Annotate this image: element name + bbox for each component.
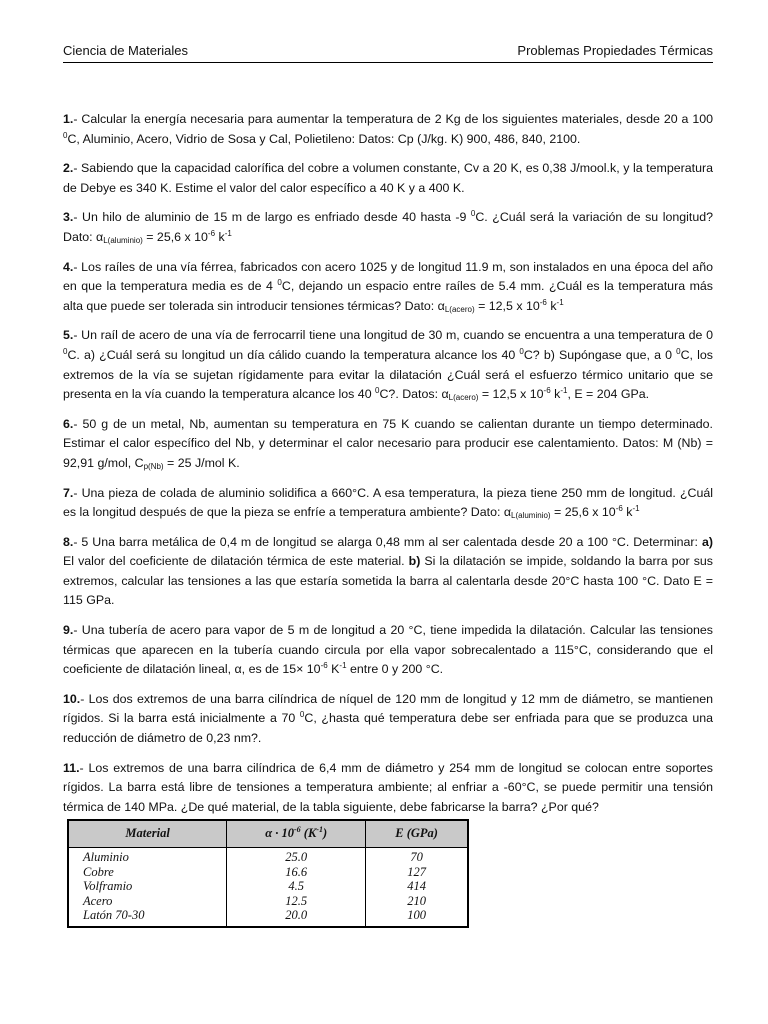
problem-text: C, los extremos de la vía se sujetan rígidamente para evitar la dilatación ¿Cuál será el esfuerzo térmico unitario que se presenta en la vía cuando la temperatura alcance los 40 [63,347,713,402]
problem-number: 2. [63,161,74,176]
problem-number: 4. [63,259,74,274]
problem-text: - Una tubería de acero para vapor de 5 m de longitud a 20 °C, tiene impedida la dilatación. Calcular las tensiones térmicas que aparecen en la tubería cuando circula por ella vapor sobrecalentado a 115°C, considerando que el coeficiente de dilatación lineal, α, es de 15× 10 [63,623,713,677]
superscript: -1 [224,228,232,238]
problem-text: - Calcular la energía necesaria para aumentar la temperatura de 2 Kg de los siguientes materiales, desde 20 a 100 [73,112,713,126]
superscript: 0 [676,346,681,356]
problem-number: 7. [63,485,74,500]
problem-text: Si la dilatación se impide, soldando la barra por sus extremos, calcular las tensiones a las que estaría sometida la barra al calentarla desde 20°C hasta 100 °C. Dato E = 115 GPa. [63,554,713,608]
problem-text: - Los dos extremos de una barra cilíndrica de níquel de 120 mm de longitud y 12 mm de diámetro, se mantienen rígidos. Si la barra está inicialmente a 70 [63,691,713,726]
problem-2 [63,159,713,198]
problem-10 [63,690,713,749]
problem-text: K [327,662,340,677]
superscript: 0 [63,346,68,356]
problem-number: 9. [63,623,74,638]
superscript: 0 [375,386,380,396]
superscript: -6 [615,504,623,514]
problem-text: El valor del coeficiente de dilatación térmica de este material. [63,554,409,569]
problem-text: C. ¿Cuál será la variación de su longitud? Dato: α [63,210,713,244]
problem-text: C, ¿hasta qué temperatura debe ser enfriada para que se produzca una reducción de diámetro de 0,23 nm?. [63,711,713,746]
superscript: 0 [277,278,282,288]
problem-number: 5. [63,328,74,343]
problem-text: C, dejando un espacio entre raíles de 5.4 mm. ¿Cuál es la temperatura más alta que puede ser tolerada sin introducir tensiones térmicas? Dato: α [63,279,713,313]
superscript: 0 [63,130,68,140]
cell-alpha: 4.5 [227,879,366,894]
problem-number: 11. [63,760,80,775]
cell-alpha: 16.6 [227,865,366,880]
subscript: L(acero) [448,393,479,403]
page-header [63,40,713,63]
table-row [68,848,468,865]
problem-text: = 25,6 x 10 [550,505,616,520]
problem-text: - 50 g de un metal, Nb, aumentan su temperatura en 75 K cuando se calientan durante un tiempo determinado. Estimar el calor específico del Nb, y determinar el calor necesario para producir ese calentamiento. Datos: M (Nb) = 92,91 g/mol, C [63,416,713,470]
cell-e: 100 [366,908,468,927]
superscript: -1 [560,386,568,396]
cell-e: 414 [366,879,468,894]
problem-text: C?. Datos: α [379,387,449,402]
problem-list [63,110,713,928]
superscript: -1 [556,297,564,307]
problem-text: - Un raíl de acero de una vía de ferrocarril tiene una longitud de 30 m, cuando se encuentra a una temperatura de 0 [73,328,713,343]
header-course-title: Ciencia de Materiales [63,43,189,58]
problem-4 [63,258,713,317]
problem-text: - Un hilo de aluminio de 15 m de largo es enfriado desde 40 hasta -9 [73,210,471,225]
problem-text: k [550,387,561,402]
cell-material: Volframio [68,879,227,894]
problem-text: C? b) Supóngase que, a 0 [523,347,677,362]
table-row [68,879,468,894]
superscript: 0 [299,710,305,720]
cell-alpha: 20.0 [227,908,366,927]
part-label-a: a) [701,534,713,549]
problem-text: k [215,229,225,244]
problem-text: = 25,6 x 10 [142,229,208,244]
header-document-title: Problemas Propiedades Térmicas [517,43,713,58]
problem-text: = 25 J/mol K. [163,455,240,470]
problem-number: 10. [63,691,81,706]
superscript: -6 [539,297,547,307]
cell-alpha: 12.5 [227,894,366,909]
problem-9 [63,621,713,680]
problem-text: k [622,505,633,520]
table-row [68,908,468,927]
table-row [68,865,468,880]
subscript: p(Nb) [143,461,164,471]
problem-3 [63,208,713,247]
materials-table [67,819,469,928]
problem-text: C. a) ¿Cuál será su longitud un día cálido cuando la temperatura alcance los 40 [67,347,520,362]
problem-text: = 12,5 x 10 [478,387,544,402]
problem-5 [63,326,713,404]
superscript: -1 [339,661,347,671]
column-header-e: E (GPa) [366,820,468,847]
cell-alpha: 25.0 [227,848,366,865]
cell-e: 70 [366,848,468,865]
table-header-row [68,820,468,847]
problem-text: - Sabiendo que la capacidad calorífica del cobre a volumen constante, Cv a 20 K, es 0,38 J/mool.k, y la temperatura de Debye es 340 K. Estime el valor del calor específico a 40 K y a 400 K. [63,161,713,195]
problem-6 [63,415,713,474]
cell-material: Acero [68,894,227,909]
problem-text: = 12,5 x 10 [474,298,540,313]
cell-material: Cobre [68,865,227,880]
problem-number: 3. [63,210,74,225]
problem-text: - Los extremos de una barra cilíndrica de 6,4 mm de diámetro y 254 mm de longitud se colocan entre soportes rígidos. La barra está libre de tensiones a temperatura ambiente; al enfriar a -60°C, se puede permitir una tensión térmica de 140 MPa. ¿De qué material, de la tabla siguiente, debe fabricarse la barra? ¿Por qué? [63,760,713,814]
problem-text: - Los raíles de una vía férrea, fabricados con acero 1025 y de longitud 11.9 m, son instalados en una época del año en que la temperatura media es de 4 [63,259,713,294]
cell-material: Latón 70-30 [68,908,227,927]
problem-11 [63,759,713,818]
superscript: -6 [543,386,551,396]
subscript: L(aluminio) [511,511,551,521]
problem-text: , E = 204 GPa. [567,387,650,402]
subscript: L(acero) [444,304,475,314]
table-row [68,894,468,909]
column-header-material: Material [68,820,227,847]
cell-e: 210 [366,894,468,909]
superscript: -1 [632,504,640,514]
column-header-alpha: $\alpha \cdot 10^{-6}$ $(K^{-1})$ [227,820,366,847]
problem-8 [63,533,713,611]
problem-number: 8. [63,534,74,549]
cell-e: 127 [366,865,468,880]
problem-text: - 5 Una barra metálica de 0,4 m de longitud se alarga 0,48 mm al ser calentada desde 20 a 100 °C. Determinar: [73,534,702,549]
problem-text: C, Aluminio, Acero, Vidrio de Sosa y Cal, Polietileno: Datos: Cp (J/kg. K) 900, 486, 840, 2100. [67,131,581,146]
problem-text: entre 0 y 200 °C. [346,662,444,677]
part-label-b: b) [408,554,421,569]
superscript: 0 [470,209,476,219]
subscript: L(aluminio) [103,235,143,245]
superscript: -6 [320,661,328,671]
problem-number: 6. [63,416,74,431]
problem-text: k [546,298,557,313]
problem-1 [63,110,713,149]
cell-material: Aluminio [68,848,227,865]
problem-text: - Una pieza de colada de aluminio solidifica a 660°C. A esa temperatura, la pieza tiene 250 mm de longitud. ¿Cuál es la longitud después de que la pieza se enfríe a temperatura ambiente? Dato: α [63,485,713,520]
materials-table-wrapper [67,819,713,928]
problem-7 [63,484,713,523]
superscript: -6 [207,228,216,238]
superscript: 0 [519,346,524,356]
problem-number: 1. [63,112,74,126]
